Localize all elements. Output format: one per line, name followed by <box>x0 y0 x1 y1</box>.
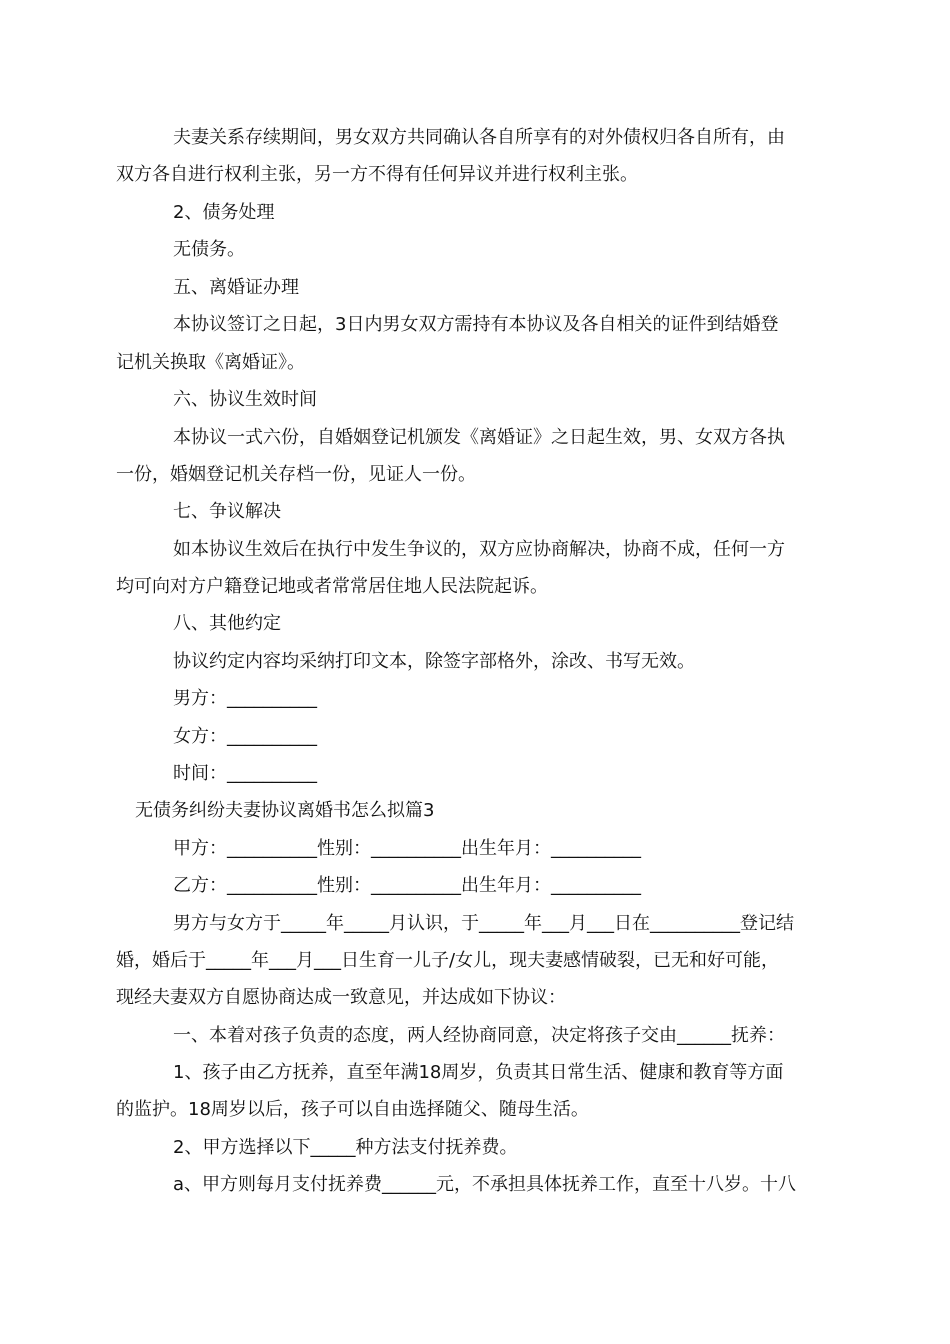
paragraph-line: 双方各自进行权利主张，另一方不得有任何异议并进行权利主张。 <box>116 164 638 185</box>
paragraph-line: 本协议签订之日起，3日内男女双方需持有本协议及各自相关的证件到结婚登 <box>173 314 779 335</box>
party-b-fields: 乙方：__________性别：__________出生年月：__________ <box>173 875 641 896</box>
signature-field-female: 女方：__________ <box>173 726 317 747</box>
paragraph-line: 一份，婚姻登记机关存档一份，见证人一份。 <box>116 464 476 485</box>
section-heading: 七、争议解决 <box>173 501 281 522</box>
article-title: 无债务纠纷夫妻协议离婚书怎么拟篇3 <box>135 800 435 821</box>
paragraph-line: 夫妻关系存续期间，男女双方共同确认各自所享有的对外债权归各自所有，由 <box>173 127 785 148</box>
paragraph-line: 本协议一式六份，自婚姻登记机颁发《离婚证》之日起生效，男、女双方各执 <box>173 427 785 448</box>
paragraph-line: 记机关换取《离婚证》。 <box>116 352 305 373</box>
paragraph-line: 的监护。18周岁以后，孩子可以自由选择随父、随母生活。 <box>116 1099 589 1120</box>
paragraph-line: a、甲方则每月支付抚养费______元，不承担具体抚养工作，直至十八岁。十八 <box>173 1174 797 1195</box>
paragraph-line: 均可向对方户籍登记地或者常常居住地人民法院起诉。 <box>116 576 548 597</box>
section-heading: 2、债务处理 <box>173 202 275 223</box>
paragraph-line: 2、甲方选择以下_____种方法支付抚养费。 <box>173 1137 518 1158</box>
section-heading: 八、其他约定 <box>173 613 281 634</box>
paragraph-line: 现经夫妻双方自愿协商达成一致意见，并达成如下协议： <box>116 987 566 1008</box>
paragraph-line: 一、本着对孩子负责的态度，两人经协商同意，决定将孩子交由______抚养： <box>173 1025 785 1046</box>
party-a-fields: 甲方：__________性别：__________出生年月：__________ <box>173 838 641 859</box>
section-heading: 五、离婚证办理 <box>173 277 299 298</box>
paragraph-line: 无债务。 <box>173 239 245 260</box>
paragraph-line: 婚，婚后于_____年___月___日生育一儿子/女儿，现夫妻感情破裂，已无和好可能， <box>116 950 780 971</box>
section-heading: 六、协议生效时间 <box>173 389 317 410</box>
paragraph-line: 协议约定内容均采纳打印文本，除签字部格外，涂改、书写无效。 <box>173 651 695 672</box>
signature-field-date: 时间：__________ <box>173 763 317 784</box>
paragraph-line: 1、孩子由乙方抚养，直至年满18周岁，负责其日常生活、健康和教育等方面 <box>173 1062 784 1083</box>
paragraph-line: 男方与女方于_____年_____月认识，于_____年___月___日在__________登记结 <box>173 913 794 934</box>
signature-field-male: 男方：__________ <box>173 688 317 709</box>
paragraph-line: 如本协议生效后在执行中发生争议的，双方应协商解决，协商不成，任何一方 <box>173 539 785 560</box>
